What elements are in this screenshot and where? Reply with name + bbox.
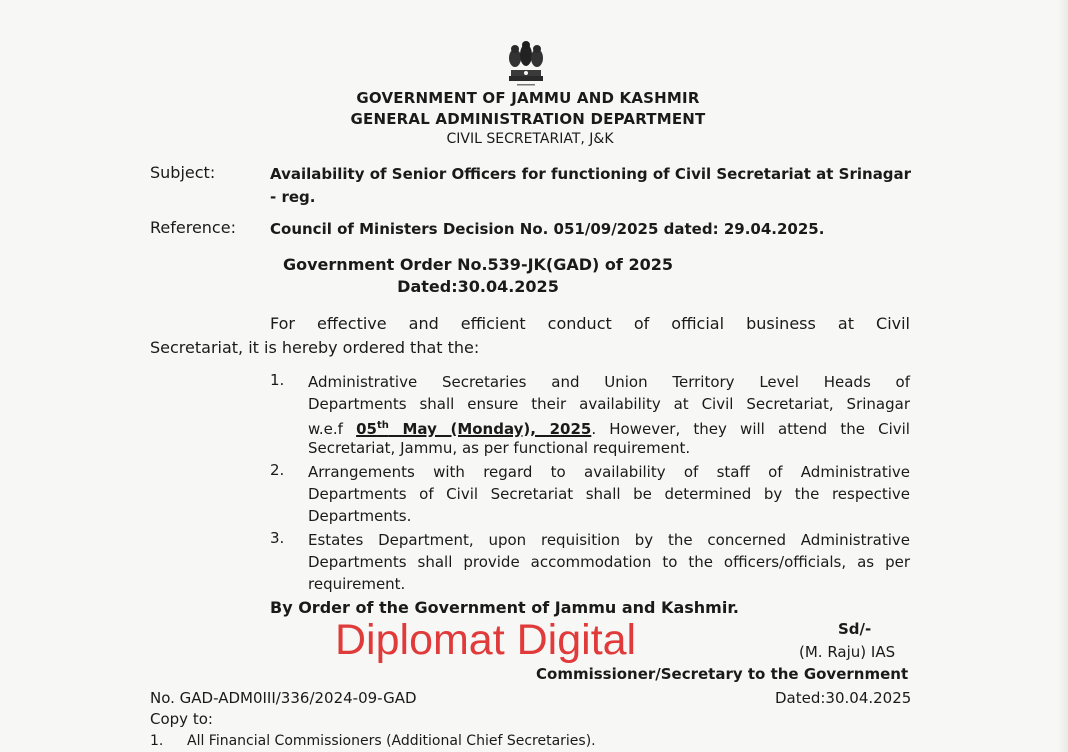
highlighted-date	[356, 420, 591, 438]
intro-line1: For effective and efficient conduct of official business at Civil	[270, 314, 910, 333]
intro-line2: Secretariat, it is hereby ordered that the:	[150, 338, 480, 357]
item-line: Administrative Secretaries and Union Territory Level Heads of	[308, 373, 910, 391]
reference-text: Council of Ministers Decision No. 051/09/2025 dated: 29.04.2025.	[270, 220, 825, 238]
item-line: Secretariat, Jammu, as per functional requirement.	[308, 439, 691, 457]
item-line-part: . However, they will attend the Civil	[591, 420, 910, 438]
list-item	[308, 461, 910, 527]
copy-to-label: Copy to:	[150, 710, 213, 728]
item-line: Estates Department, upon requisition by the concerned Administrative	[308, 531, 910, 549]
signature-sd: Sd/-	[838, 620, 872, 638]
item-line: Departments.	[308, 507, 412, 525]
item-line-part: w.e.f	[308, 420, 357, 438]
date-rest: May (Monday), 2025	[388, 420, 592, 438]
item-line: Departments shall provide accommodation to the officers/officials, as per	[308, 553, 910, 571]
file-reference-number: No. GAD-ADM0III/336/2024-09-GAD	[150, 689, 417, 707]
watermark-text: Diplomat Digital	[335, 616, 637, 664]
copy-item-number: 1.	[150, 733, 164, 749]
item-line: requirement.	[308, 575, 406, 593]
order-title: Government Order No.539-JK(GAD) of 2025	[283, 255, 673, 274]
copy-item-text: All Financial Commissioners (Additional Chief Secretaries).	[187, 733, 596, 749]
item-number: 3.	[270, 529, 285, 547]
subject-label: Subject:	[150, 163, 216, 182]
date-day: 05	[356, 420, 377, 438]
page-edge-shadow	[1058, 0, 1068, 752]
signatory-name: (M. Raju) IAS	[799, 643, 896, 661]
list-item	[308, 371, 910, 459]
signatory-designation: Commissioner/Secretary to the Government	[536, 665, 909, 683]
item-line: Departments shall ensure their availability at Civil Secretariat, Srinagar	[308, 395, 910, 413]
subject-text-line2: - reg.	[270, 188, 316, 206]
date-suffix: th	[376, 420, 389, 431]
item-number: 1.	[270, 371, 285, 389]
subject-text-line1: Availability of Senior Officers for functioning of Civil Secretariat at Srinagar	[270, 165, 912, 183]
closing-statement: By Order of the Government of Jammu and Kashmir.	[270, 598, 739, 617]
item-line	[308, 415, 910, 437]
list-item	[308, 529, 910, 595]
order-date: Dated:30.04.2025	[397, 277, 559, 296]
item-line: Departments of Civil Secretariat shall be determined by the respective	[308, 485, 910, 503]
state-emblem-icon	[503, 40, 549, 88]
header-government: GOVERNMENT OF JAMMU AND KASHMIR	[356, 89, 700, 107]
footer-date: Dated:30.04.2025	[775, 689, 912, 707]
reference-label: Reference:	[150, 218, 236, 237]
header-department: GENERAL ADMINISTRATION DEPARTMENT	[350, 110, 706, 128]
item-line: Arrangements with regard to availability of staff of Administrative	[308, 463, 910, 481]
header-secretariat: CIVIL SECRETARIAT, J&K	[446, 131, 614, 147]
item-number: 2.	[270, 461, 285, 479]
